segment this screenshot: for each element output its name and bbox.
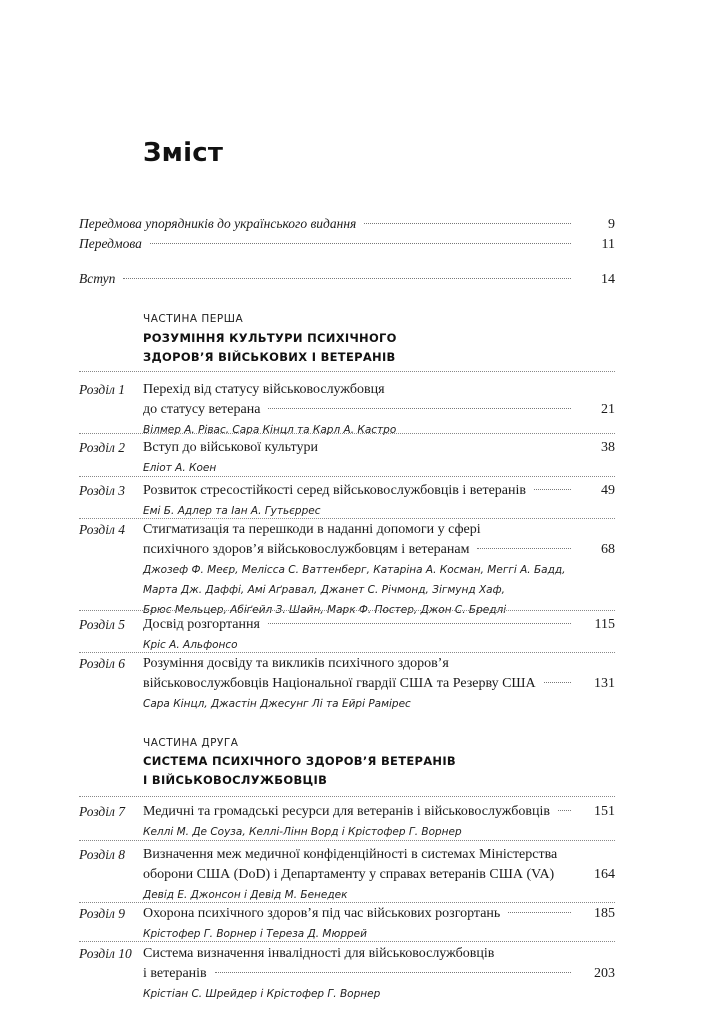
chapter-authors: Сара Кінцл, Джастін Джесунг Лі та Ейрі Рамірес — [143, 698, 411, 710]
page-number: 38 — [601, 440, 615, 455]
chapter-title-last-line — [143, 481, 615, 501]
separator — [79, 518, 615, 519]
chapter-label: Розділ 8 — [79, 847, 126, 862]
page-number: 49 — [601, 483, 615, 498]
page-title: Зміст — [143, 138, 224, 168]
page-number: 68 — [601, 542, 615, 557]
entry-label: Передмова упорядників до українського видання — [79, 216, 357, 231]
chapter-authors: Еліот А. Коен — [143, 462, 217, 474]
separator — [79, 796, 615, 797]
chapter-authors: Кріс А. Альфонсо — [143, 639, 238, 651]
chapter-label: Розділ 1 — [79, 382, 126, 397]
chapter-label: Розділ 6 — [79, 656, 126, 671]
separator — [79, 941, 615, 942]
toc-entry-foreword[interactable] — [79, 236, 615, 256]
chapter-title-line: Стигматизація та перешкоди в наданні допомоги у сфері — [143, 522, 481, 537]
dot-leader — [477, 548, 571, 549]
chapter-body — [143, 845, 615, 905]
leader-space — [562, 873, 572, 874]
dot-leader — [268, 408, 571, 409]
part-title — [143, 752, 473, 790]
chapter-authors: Келлі М. Де Соуза, Келлі-Лінн Ворд і Крістофер Г. Ворнер — [143, 826, 462, 838]
chapter-title-line: оборони США (DoD) і Департаменту у справах ветеранів США (VA) — [143, 867, 555, 882]
part-title — [143, 329, 473, 367]
part-label: ЧАСТИНА ПЕРША — [143, 313, 244, 325]
part-title-line: І ВІЙСЬКОВОСЛУЖБОВЦІВ — [143, 773, 328, 787]
chapter-authors: Крістіан С. Шрейдер і Крістофер Г. Ворнер — [143, 988, 381, 1000]
chapter-title-line: і ветеранів — [143, 966, 207, 981]
chapter-title-last-line — [143, 674, 615, 694]
chapter-label: Розділ 5 — [79, 617, 126, 632]
chapter-title-line: Перехід від статусу військовослужбовця — [143, 382, 385, 397]
dot-leader — [123, 278, 571, 279]
chapter-title-line: Вступ до військової культури — [143, 440, 318, 455]
chapter-body — [143, 904, 615, 944]
part-title-line: РОЗУМІННЯ КУЛЬТУРИ ПСИХІЧНОГО — [143, 331, 397, 345]
part-title-line: ЗДОРОВ’Я ВІЙСЬКОВИХ І ВЕТЕРАНІВ — [143, 350, 396, 364]
entry-label: Вступ — [79, 271, 116, 286]
chapter-title-last-line — [143, 400, 615, 420]
chapter-label: Розділ 3 — [79, 483, 126, 498]
part-title-line: СИСТЕМА ПСИХІЧНОГО ЗДОРОВ’Я ВЕТЕРАНІВ — [143, 754, 456, 768]
dot-leader — [508, 912, 571, 913]
page-number: 185 — [594, 906, 615, 921]
toc-entry-foreword-ukrainian[interactable] — [79, 216, 615, 236]
separator — [79, 476, 615, 477]
chapter-title-last-line — [143, 438, 615, 458]
page-number: 115 — [594, 617, 615, 632]
chapter-body — [143, 615, 615, 655]
part-label: ЧАСТИНА ДРУГА — [143, 737, 239, 749]
chapter-label: Розділ 2 — [79, 440, 126, 455]
chapter-body — [143, 481, 615, 521]
page-number: 151 — [594, 804, 615, 819]
page-number: 9 — [608, 217, 615, 232]
chapter-body — [143, 520, 615, 620]
chapter-body — [143, 438, 615, 478]
page-number: 14 — [601, 272, 615, 287]
chapter-title-last-line — [143, 802, 615, 822]
chapter-title-line: Розуміння досвіду та викликів психічного здоров’я — [143, 656, 449, 671]
chapter-title-last-line — [143, 964, 615, 984]
dot-leader — [268, 623, 571, 624]
chapter-title-line: Охорона психічного здоров’я під час військових розгортань — [143, 906, 501, 921]
chapter-title-last-line — [143, 540, 615, 560]
chapter-title-line: Розвиток стресостійкості серед військовослужбовців і ветеранів — [143, 483, 527, 498]
dot-leader — [544, 682, 571, 683]
dot-leader — [150, 243, 571, 244]
leader-space — [326, 446, 571, 447]
separator — [79, 610, 615, 611]
dot-leader — [364, 223, 571, 224]
page-number: 131 — [594, 676, 615, 691]
chapter-label: Розділ 7 — [79, 804, 126, 819]
chapter-title-line: до статусу ветерана — [143, 402, 261, 417]
separator — [79, 433, 615, 434]
chapter-body — [143, 380, 615, 440]
chapter-body — [143, 944, 615, 1004]
chapter-authors: Девід Е. Джонсон і Девід М. Бенедек — [143, 889, 348, 901]
chapter-authors: Вілмер А. Рівас, Сара Кінцл та Карл А. Кастро — [143, 424, 397, 436]
page-number: 11 — [601, 237, 615, 252]
separator — [79, 652, 615, 653]
chapter-title-line: Медичні та громадські ресурси для ветеранів і військовослужбовців — [143, 804, 550, 819]
page-number: 203 — [594, 966, 615, 981]
chapter-authors-line: Марта Дж. Даффі, Амі Аґравал, Джанет С. Річмонд, Зігмунд Хаф, — [143, 584, 505, 596]
separator — [79, 840, 615, 841]
dot-leader — [534, 489, 571, 490]
chapter-title-last-line — [143, 615, 615, 635]
chapter-title-last-line — [143, 865, 615, 885]
chapter-title-line: Досвід розгортання — [143, 617, 260, 632]
dot-leader — [215, 972, 571, 973]
page-number: 21 — [601, 402, 615, 417]
chapter-authors: Емі Б. Адлер та Іан А. Гутьєррес — [143, 505, 321, 517]
toc-entry-introduction[interactable] — [79, 271, 615, 291]
chapter-label: Розділ 10 — [79, 946, 132, 961]
page-number: 164 — [594, 867, 615, 882]
separator — [79, 902, 615, 903]
chapter-label: Розділ 9 — [79, 906, 126, 921]
chapter-title-line: психічного здоров’я військовослужбовцям і ветеранам — [143, 542, 470, 557]
chapter-body — [143, 802, 615, 842]
chapter-authors: Крістофер Г. Ворнер і Тереза Д. Мюррей — [143, 928, 367, 940]
chapter-label: Розділ 4 — [79, 522, 126, 537]
chapter-body — [143, 654, 615, 714]
chapter-title-line: військовослужбовців Національної гвардії США та Резерву США — [143, 676, 536, 691]
entry-label: Передмова — [79, 236, 142, 251]
chapter-authors-line: Брюс Мельцер, Абіґейл З. Шайн, Марк Ф. Постер, Джон С. Бредлі — [143, 604, 507, 616]
chapter-title-line: Система визначення інвалідності для військовослужбовців — [143, 946, 495, 961]
dot-leader — [558, 810, 571, 811]
separator — [79, 371, 615, 372]
chapter-title-last-line — [143, 904, 615, 924]
chapter-title-line: Визначення меж медичної конфіденційності в системах Міністерства — [143, 847, 558, 862]
chapter-authors-line: Джозеф Ф. Меєр, Мелісса С. Ваттенберг, Катаріна А. Косман, Меггі А. Бадд, — [143, 564, 566, 576]
